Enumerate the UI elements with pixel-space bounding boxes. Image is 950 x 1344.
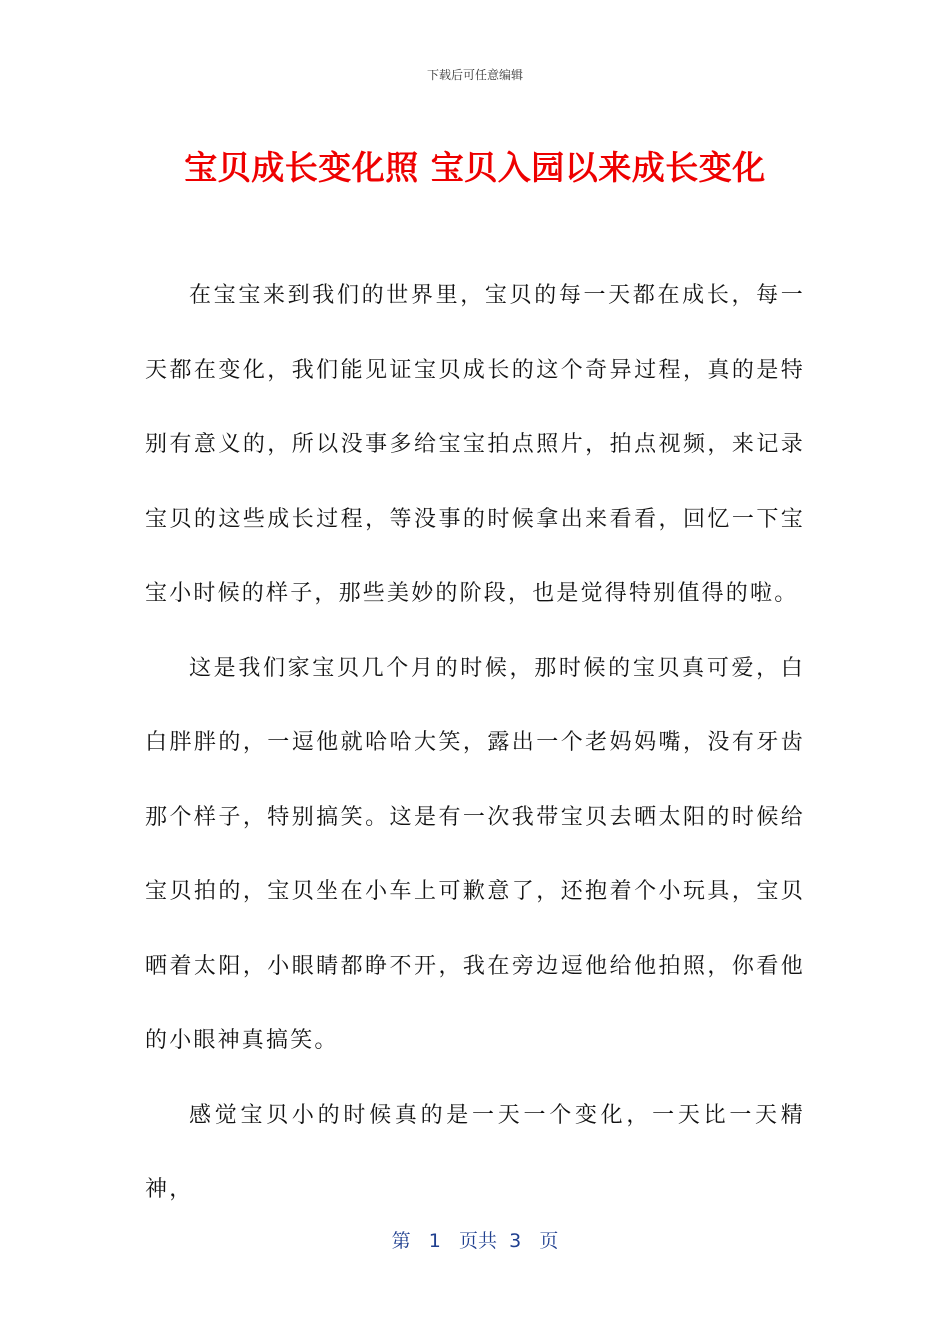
footer-current-page: 1: [428, 1230, 441, 1252]
footer-page-middle: 页共: [459, 1230, 498, 1252]
footer-page-suffix: 页: [539, 1230, 559, 1252]
page-footer: [0, 1226, 950, 1253]
document-body: [145, 259, 805, 1228]
header-note: 下载后可任意编辑: [426, 68, 523, 82]
footer-total-pages: 3: [509, 1230, 522, 1252]
paragraph-2: 这是我们家宝贝几个月的时候，那时候的宝贝真可爱，白白胖胖的，一逗他就哈哈大笑，露出一个老妈妈嘴，没有牙齿那个样子，特别搞笑。这是有一次我带宝贝去晒太阳的时候给宝贝拍的，宝贝坐在小车上可歉意了，还抱着个小玩具，宝贝晒着太阳，小眼睛都睁不开，我在旁边逗他给他拍照，你看他的小眼神真搞笑。: [145, 655, 805, 1053]
paragraph-1: 在宝宝来到我们的世界里，宝贝的每一天都在成长，每一天都在变化，我们能见证宝贝成长的这个奇异过程，真的是特别有意义的，所以没事多给宝宝拍点照片，拍点视频，来记录宝贝的这些成长过程，等没事的时候拿出来看看，回忆一下宝宝小时候的样子，那些美妙的阶段，也是觉得特别值得的啦。: [145, 283, 805, 606]
document-title: 宝贝成长变化照 宝贝入园以来成长变化: [184, 148, 766, 187]
paragraph-3: 感觉宝贝小的时候真的是一天一个变化，一天比一天精神，: [145, 1102, 805, 1202]
footer-page-prefix: 第: [391, 1230, 411, 1252]
